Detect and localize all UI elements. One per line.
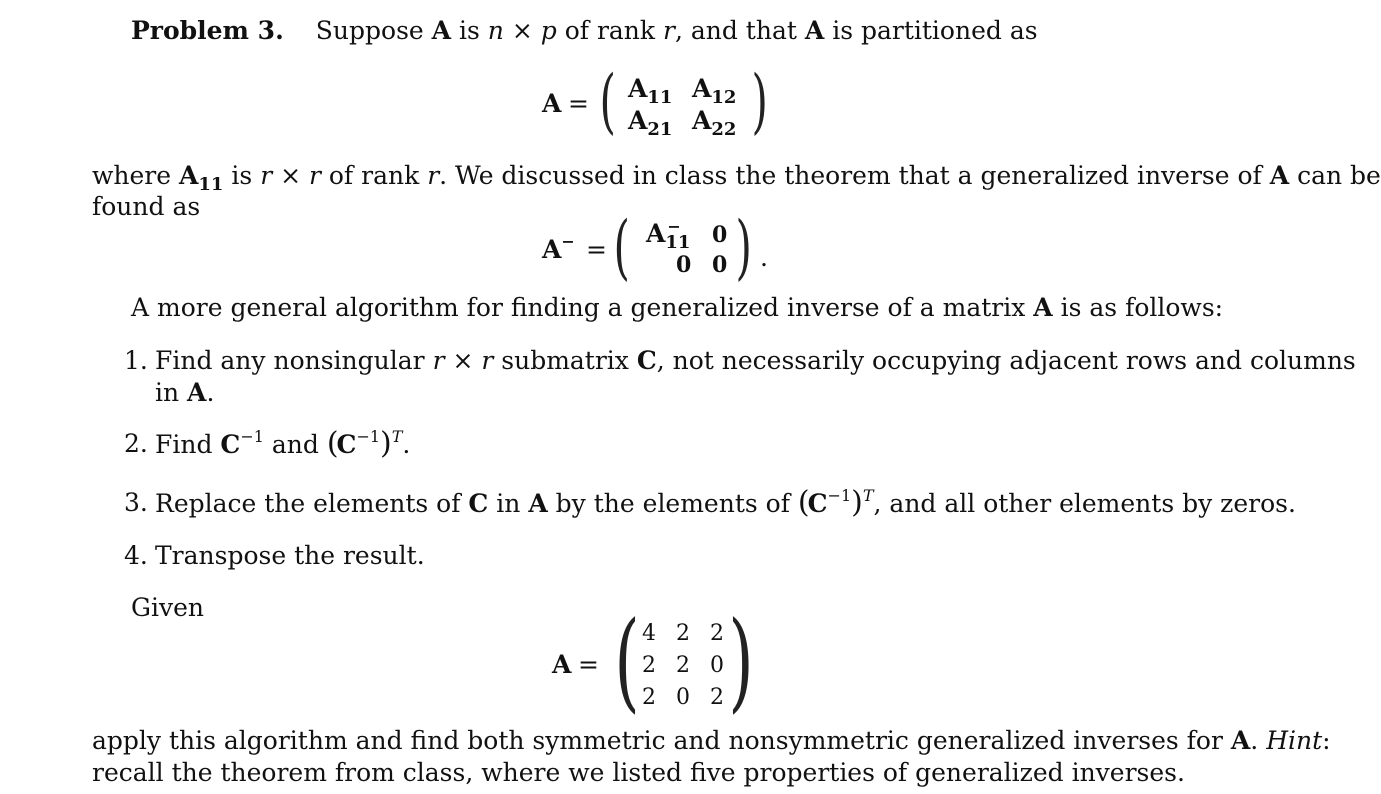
intro-text: is <box>451 16 488 45</box>
problem-label: Problem 3. <box>131 16 284 45</box>
matrix-cell: 2 <box>642 685 656 710</box>
eq-lhs: A− <box>542 232 575 264</box>
matrix-a11: $A_{11}$ <box>179 161 224 195</box>
matrix-cell: 4 <box>642 621 656 646</box>
step-number: 4. <box>124 541 148 570</box>
right-paren: ) <box>728 599 754 724</box>
paragraph-where-line2: found as <box>92 192 201 221</box>
var-r: r <box>663 16 675 45</box>
paragraph-apply-line2: recall the theorem from class, where we listed five properties of generalized inverses. <box>92 758 1185 787</box>
block-a12: $A_{12}$ <box>692 74 737 108</box>
step-number: 3. <box>124 488 148 517</box>
matrix-cell: 2 <box>710 685 724 710</box>
left-paren: ( <box>614 599 640 724</box>
var-n: n <box>487 16 504 45</box>
intro-text: is partitioned as <box>824 16 1038 45</box>
partition-equation <box>540 60 780 142</box>
eq-lhs: A <box>542 89 562 118</box>
paragraph-algorithm: A more general algorithm for finding a generalized inverse of a matrix A is as follows: <box>131 293 1224 322</box>
right-paren: ) <box>751 60 768 142</box>
times-symbol: × <box>503 16 541 45</box>
intro-text: , and that <box>674 16 805 45</box>
step-text: Transpose the result. <box>155 541 425 570</box>
period: . <box>760 243 768 272</box>
equals-sign: = <box>586 235 607 264</box>
step-number: 2. <box>124 429 148 458</box>
matrix-symbol: A <box>431 16 452 45</box>
ginverse-equation <box>542 206 782 288</box>
intro-text: of rank <box>556 16 663 45</box>
right-paren: ) <box>735 206 752 288</box>
step-text: Find $C^{-1}$ and $(C^{-1})^T$. <box>155 426 411 461</box>
equals-sign: = <box>578 650 599 679</box>
paragraph-apply: apply this algorithm and find both symmetric and nonsymmetric generalized inverses for A. Hint: <box>92 726 1331 755</box>
matrix-cell: 2 <box>710 621 724 646</box>
paragraph-where: where $A_{11}$ is r × r of rank r. We discussed in class the theorem that a generalized inverse of A can be <box>92 161 1381 195</box>
step-text-line2: in A. <box>155 378 215 407</box>
var-p: p <box>540 16 557 45</box>
matrix-symbol: A <box>804 16 825 45</box>
left-paren: ( <box>599 60 616 142</box>
list-item <box>124 428 148 459</box>
equals-sign: = <box>568 89 589 118</box>
block-a11: $A_{11}$ <box>628 74 673 108</box>
problem-intro-line <box>131 15 1038 46</box>
zero-block: 0 <box>712 222 728 248</box>
list-item <box>124 345 148 376</box>
given-label: Given <box>131 593 204 622</box>
matrix-cell: 2 <box>642 653 656 678</box>
step-number: 1. <box>124 346 148 375</box>
zero-block: 0 <box>676 252 692 278</box>
left-paren: ( <box>613 206 630 288</box>
list-item <box>124 540 148 571</box>
matrix-cell: 0 <box>710 653 724 678</box>
given-matrix-equation <box>552 599 762 724</box>
eq-lhs: A <box>552 650 572 679</box>
zero-block: 0 <box>712 252 728 278</box>
step-text: Find any nonsingular r × r submatrix C, not necessarily occupying adjacent rows and columns <box>155 346 1356 375</box>
hint-label: Hint <box>1266 726 1323 755</box>
block-a11-inverse: $A_{11}$ − <box>646 217 691 253</box>
matrix-cell: 0 <box>676 685 690 710</box>
block-a22: $A_{22}$ <box>692 106 737 140</box>
block-a21: $A_{21}$ <box>628 106 673 140</box>
intro-text: Suppose <box>315 16 432 45</box>
matrix-cell: 2 <box>676 653 690 678</box>
matrix-cell: 2 <box>676 621 690 646</box>
step-text: Replace the elements of C in A by the elements of $(C^{-1})^T$, and all other elements by zeros. <box>155 485 1296 520</box>
list-item <box>124 487 148 518</box>
